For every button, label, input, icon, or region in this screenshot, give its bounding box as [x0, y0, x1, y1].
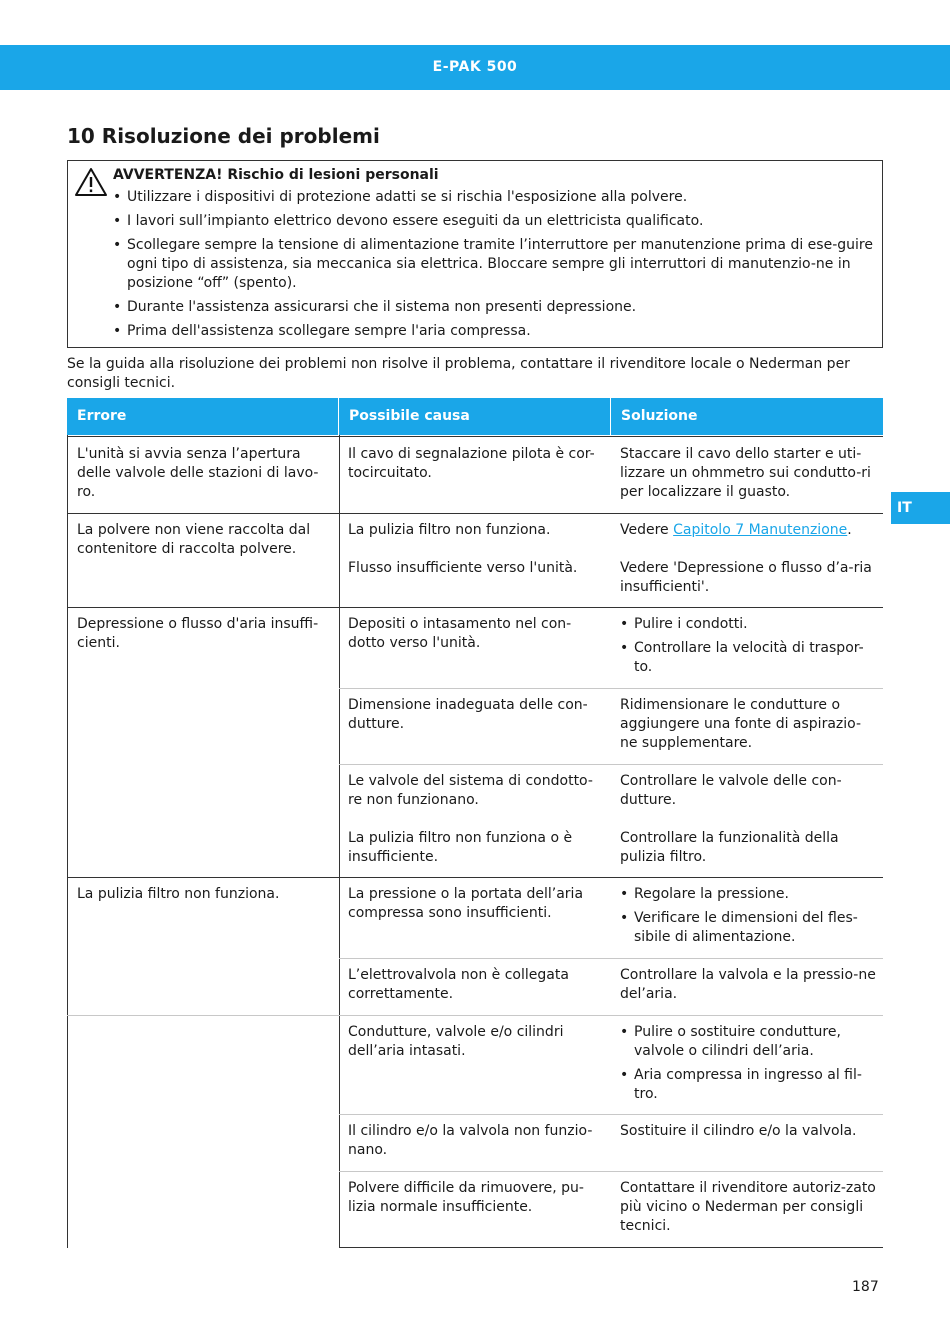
cause-cell: La pressione o la portata dell’aria compressa sono insufficienti. [348, 886, 584, 921]
cause-cell: Condutture, valvole e/o cilindri dell’aria intasati. [348, 1024, 564, 1059]
cause-cell: Polvere difficile da rimuovere, pu-lizia normale insufficiente. [348, 1180, 584, 1215]
section-title: 10 Risoluzione dei problemi [67, 124, 380, 148]
solution-item: • Regolare la pressione. [620, 885, 878, 904]
solution-item: • Verificare le dimensioni del fles-sibile di alimentazione. [620, 909, 878, 947]
row-divider [339, 688, 883, 689]
solution-item: • Aria compressa in ingresso al fil-tro. [620, 1066, 878, 1104]
solution-cell: Controllare la valvola e la pressio-ne del’aria. [620, 967, 876, 1002]
solution-suffix: . [847, 522, 852, 538]
row-divider [67, 513, 883, 514]
cause-text: La pulizia filtro non funziona. [348, 522, 551, 538]
cause-cell: Il cilindro e/o la valvola non funzio-nano. [348, 1123, 593, 1158]
solution-text: Controllare la funzionalità della pulizia filtro. [620, 830, 839, 865]
solution-cell [620, 885, 878, 952]
page-number: 187 [852, 1279, 879, 1295]
error-cell: La polvere non viene raccolta dal contenitore di raccolta polvere. [77, 522, 311, 557]
cause-text: Flusso insufficiente verso l'unità. [348, 560, 578, 576]
document-header-title: E-PAK 500 [432, 59, 518, 75]
warning-title: AVVERTENZA! Rischio di lesioni personali [113, 167, 439, 183]
language-tab-label: IT [897, 500, 912, 516]
warning-item: • I lavori sull’impianto elettrico devono essere eseguiti da un elettricista qualificato. [113, 212, 879, 231]
solution-cell [620, 772, 878, 867]
solution-list [620, 1023, 878, 1104]
row-divider [67, 1015, 883, 1016]
solution-list [620, 885, 878, 947]
warning-triangle-icon [74, 167, 108, 197]
solution-text [620, 521, 878, 540]
row-divider [67, 877, 883, 878]
header-divider [67, 436, 883, 437]
solution-cell [620, 1023, 878, 1109]
cause-text: La pulizia filtro non funziona o è insufficiente. [348, 830, 573, 865]
chapter-7-link[interactable]: Capitolo 7 Manutenzione [673, 522, 848, 538]
solution-cell [620, 521, 878, 597]
header-cause: Possibile causa [339, 398, 610, 435]
solution-prefix: Vedere [620, 522, 674, 538]
solution-cell: Sostituire il cilindro e/o la valvola. [620, 1123, 857, 1139]
error-cell: Depressione o flusso d'aria insuffi-cienti. [77, 616, 319, 651]
solution-item: • Pulire i condotti. [620, 615, 878, 634]
warning-item: • Durante l'assistenza assicurarsi che il sistema non presenti depressione. [113, 298, 879, 317]
warning-item: • Prima dell'assistenza scollegare sempre l'aria compressa. [113, 322, 879, 341]
table-column-divider [339, 435, 340, 1248]
cause-cell: Il cavo di segnalazione pilota è cor-tocircuitato. [348, 446, 595, 481]
warning-item: • Scollegare sempre la tensione di alimentazione tramite l’interruttore per manutenzione prima di ese-guire ogni tipo di assistenza, sia meccanica sia elettrica. Bloccare sempre gli interruttori di manutenzio-ne in posizione “off” (spento). [113, 236, 879, 293]
solution-item: • Pulire o sostituire condutture, valvole o cilindri dell’aria. [620, 1023, 878, 1061]
intro-paragraph: Se la guida alla risoluzione dei problemi non risolve il problema, contattare il rivenditore locale o Nederman per consigli tecnici. [67, 356, 850, 391]
troubleshooting-table [67, 398, 883, 1248]
row-divider [339, 1171, 883, 1172]
warning-box [67, 160, 883, 348]
solution-text: Vedere 'Depressione o flusso d’a-ria insufficienti'. [620, 560, 872, 595]
header-error: Errore [67, 398, 338, 435]
cause-cell: L’elettrovalvola non è collegata correttamente. [348, 967, 569, 1002]
row-divider [339, 1114, 883, 1115]
error-cell: L'unità si avvia senza l’apertura delle valvole delle stazioni di lavo-ro. [77, 446, 319, 500]
solution-text: Controllare le valvole delle con-dutture. [620, 773, 842, 808]
solution-list [620, 615, 878, 677]
header-solution: Soluzione [611, 398, 883, 435]
language-tab [891, 492, 950, 524]
solution-cell [620, 615, 878, 682]
cause-cell: Depositi o intasamento nel con-dotto verso l'unità. [348, 616, 572, 651]
solution-cell: Ridimensionare le condutture o aggiungere una fonte di aspirazio-ne supplementare. [620, 697, 862, 751]
warning-list [113, 188, 879, 346]
error-cell: La pulizia filtro non funziona. [77, 886, 280, 902]
table-border-left [67, 435, 68, 1248]
cause-text: Le valvole del sistema di condotto-re non funzionano. [348, 773, 593, 808]
cause-cell [348, 521, 602, 578]
warning-item: • Utilizzare i dispositivi di protezione adatti se si rischia l'esposizione alla polvere. [113, 188, 879, 207]
row-divider [339, 958, 883, 959]
solution-cell: Staccare il cavo dello starter e uti-lizzare un ohmmetro sui condutto-ri per localizzare il guasto. [620, 446, 871, 500]
table-bottom-border [339, 1247, 883, 1248]
row-divider [339, 764, 883, 765]
cause-cell [348, 772, 602, 867]
row-divider [67, 607, 883, 608]
solution-item: • Controllare la velocità di traspor-to. [620, 639, 878, 677]
solution-cell: Contattare il rivenditore autoriz-zato più vicino o Nederman per consigli tecnici. [620, 1180, 876, 1234]
cause-cell: Dimensione inadeguata delle con-dutture. [348, 697, 588, 732]
document-header-bar [0, 45, 950, 90]
